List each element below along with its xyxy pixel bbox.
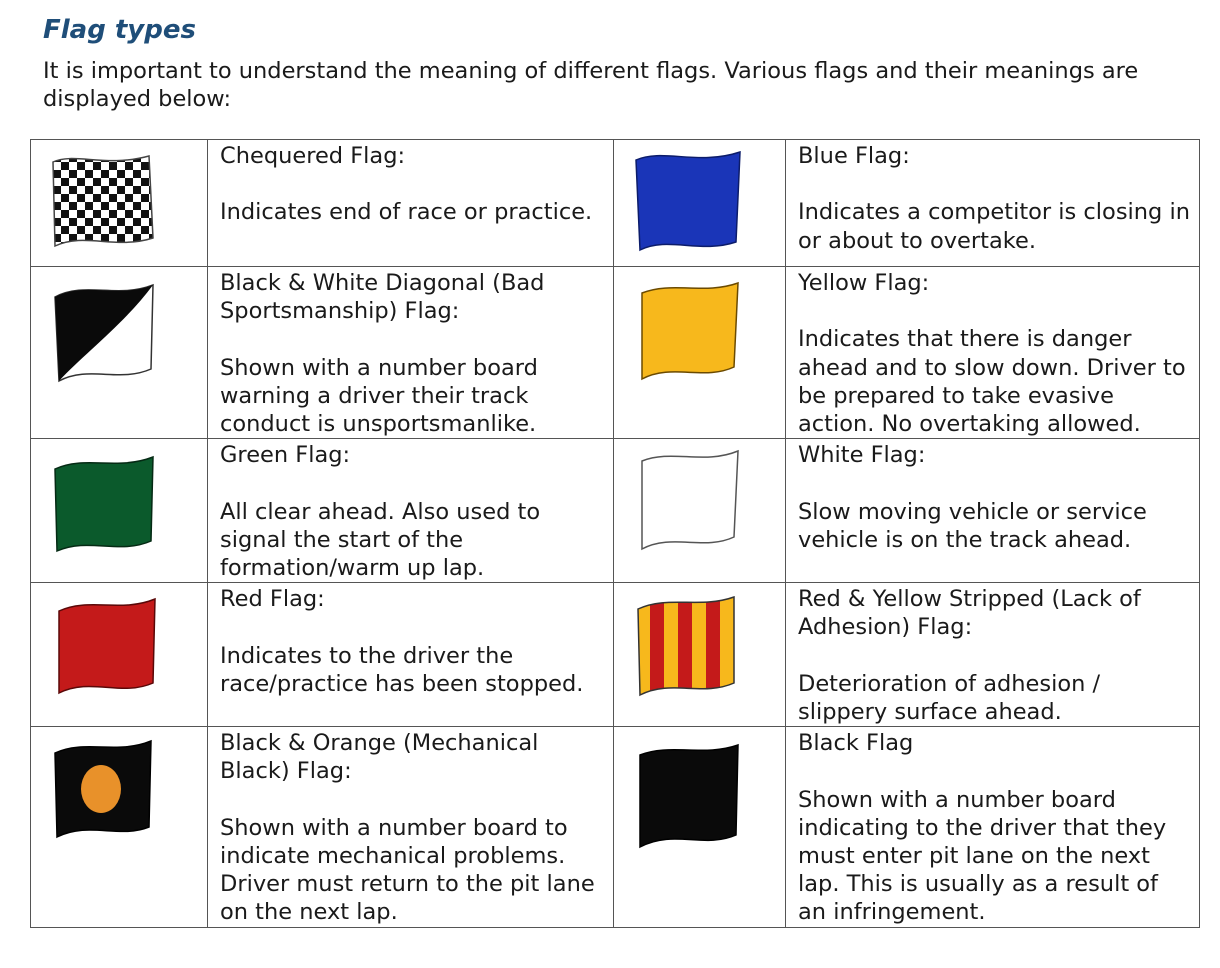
flag-title: Blue Flag:	[798, 143, 910, 169]
flag-description-cell	[786, 140, 1200, 267]
flag-description-cell	[208, 140, 614, 267]
table-row	[31, 439, 1200, 583]
flag-description-cell	[208, 267, 614, 439]
blue-flag-icon	[628, 146, 748, 256]
flag-title: Black & Orange (Mechanical Black) Flag:	[220, 730, 539, 785]
flag-image-cell	[31, 727, 208, 927]
flag-image-cell	[614, 583, 786, 727]
flag-title: Yellow Flag:	[798, 270, 930, 296]
flag-description: Indicates a competitor is closing in or about to overtake.	[798, 199, 1191, 254]
flag-description: Shown with a number board warning a driver their track conduct is unsportsmanlike.	[220, 354, 538, 437]
flag-image-cell	[614, 140, 786, 267]
table-row	[31, 267, 1200, 439]
table-row	[31, 140, 1200, 267]
flag-title: Red & Yellow Stripped (Lack of Adhesion) Flag:	[798, 586, 1141, 641]
flag-image-cell	[614, 267, 786, 439]
flag-description: Deterioration of adhesion / slippery surface ahead.	[798, 670, 1101, 725]
flag-description-cell	[786, 583, 1200, 727]
flag-title: Black Flag	[798, 730, 914, 757]
flag-description: Indicates that there is danger ahead and to slow down. Driver to be prepared to take evasive action. No overtaking allowed.	[798, 326, 1186, 437]
table-row	[31, 727, 1200, 927]
black-flag-icon	[628, 733, 752, 861]
red-flag-icon	[45, 589, 165, 707]
flag-description: Indicates to the driver the race/practice has been stopped.	[220, 642, 584, 697]
flag-image-cell	[31, 267, 208, 439]
flag-description: Shown with a number board indicating to the driver that they must enter pit lane on the next lap. This is usually as a result of an infringement.	[798, 786, 1167, 926]
red-yellow-striped-flag-icon	[628, 589, 748, 707]
flag-title: Chequered Flag:	[220, 143, 406, 169]
yellow-flag-icon	[628, 273, 748, 391]
flag-image-cell	[31, 439, 208, 583]
flag-image-cell	[614, 727, 786, 927]
flag-title: White Flag:	[798, 442, 926, 469]
flag-description-cell	[786, 727, 1200, 927]
flag-description: Indicates end of race or practice.	[220, 199, 593, 226]
chequered-flag-icon	[45, 146, 159, 256]
table-row	[31, 583, 1200, 727]
flag-description: All clear ahead. Also used to signal the start of the formation/warm up lap.	[220, 498, 541, 581]
flag-title: Green Flag:	[220, 442, 351, 469]
flag-description-cell	[208, 727, 614, 927]
flag-image-cell	[31, 583, 208, 727]
flag-description-cell	[786, 267, 1200, 439]
flag-title: Red Flag:	[220, 586, 325, 613]
intro-paragraph: It is important to understand the meaning of different flags. Various flags and their meanings are displayed below:	[43, 58, 1139, 112]
flag-description-cell	[786, 439, 1200, 583]
black-orange-flag-icon	[45, 733, 165, 851]
green-flag-icon	[45, 445, 165, 563]
flag-description: Shown with a number board to indicate mechanical problems. Driver must return to the pit lane on the next lap.	[220, 814, 595, 926]
flag-table	[30, 139, 1200, 928]
flag-description-cell	[208, 439, 614, 583]
black-white-diagonal-flag-icon	[45, 273, 165, 391]
page-title: Flag types	[43, 15, 196, 45]
flag-title: Black & White Diagonal (Bad Sportsmanship) Flag:	[220, 270, 545, 325]
flag-description: Slow moving vehicle or service vehicle is on the track ahead.	[798, 498, 1147, 553]
flag-image-cell	[31, 140, 208, 267]
flag-image-cell	[614, 439, 786, 583]
white-flag-icon	[628, 445, 748, 563]
flag-description-cell	[208, 583, 614, 727]
